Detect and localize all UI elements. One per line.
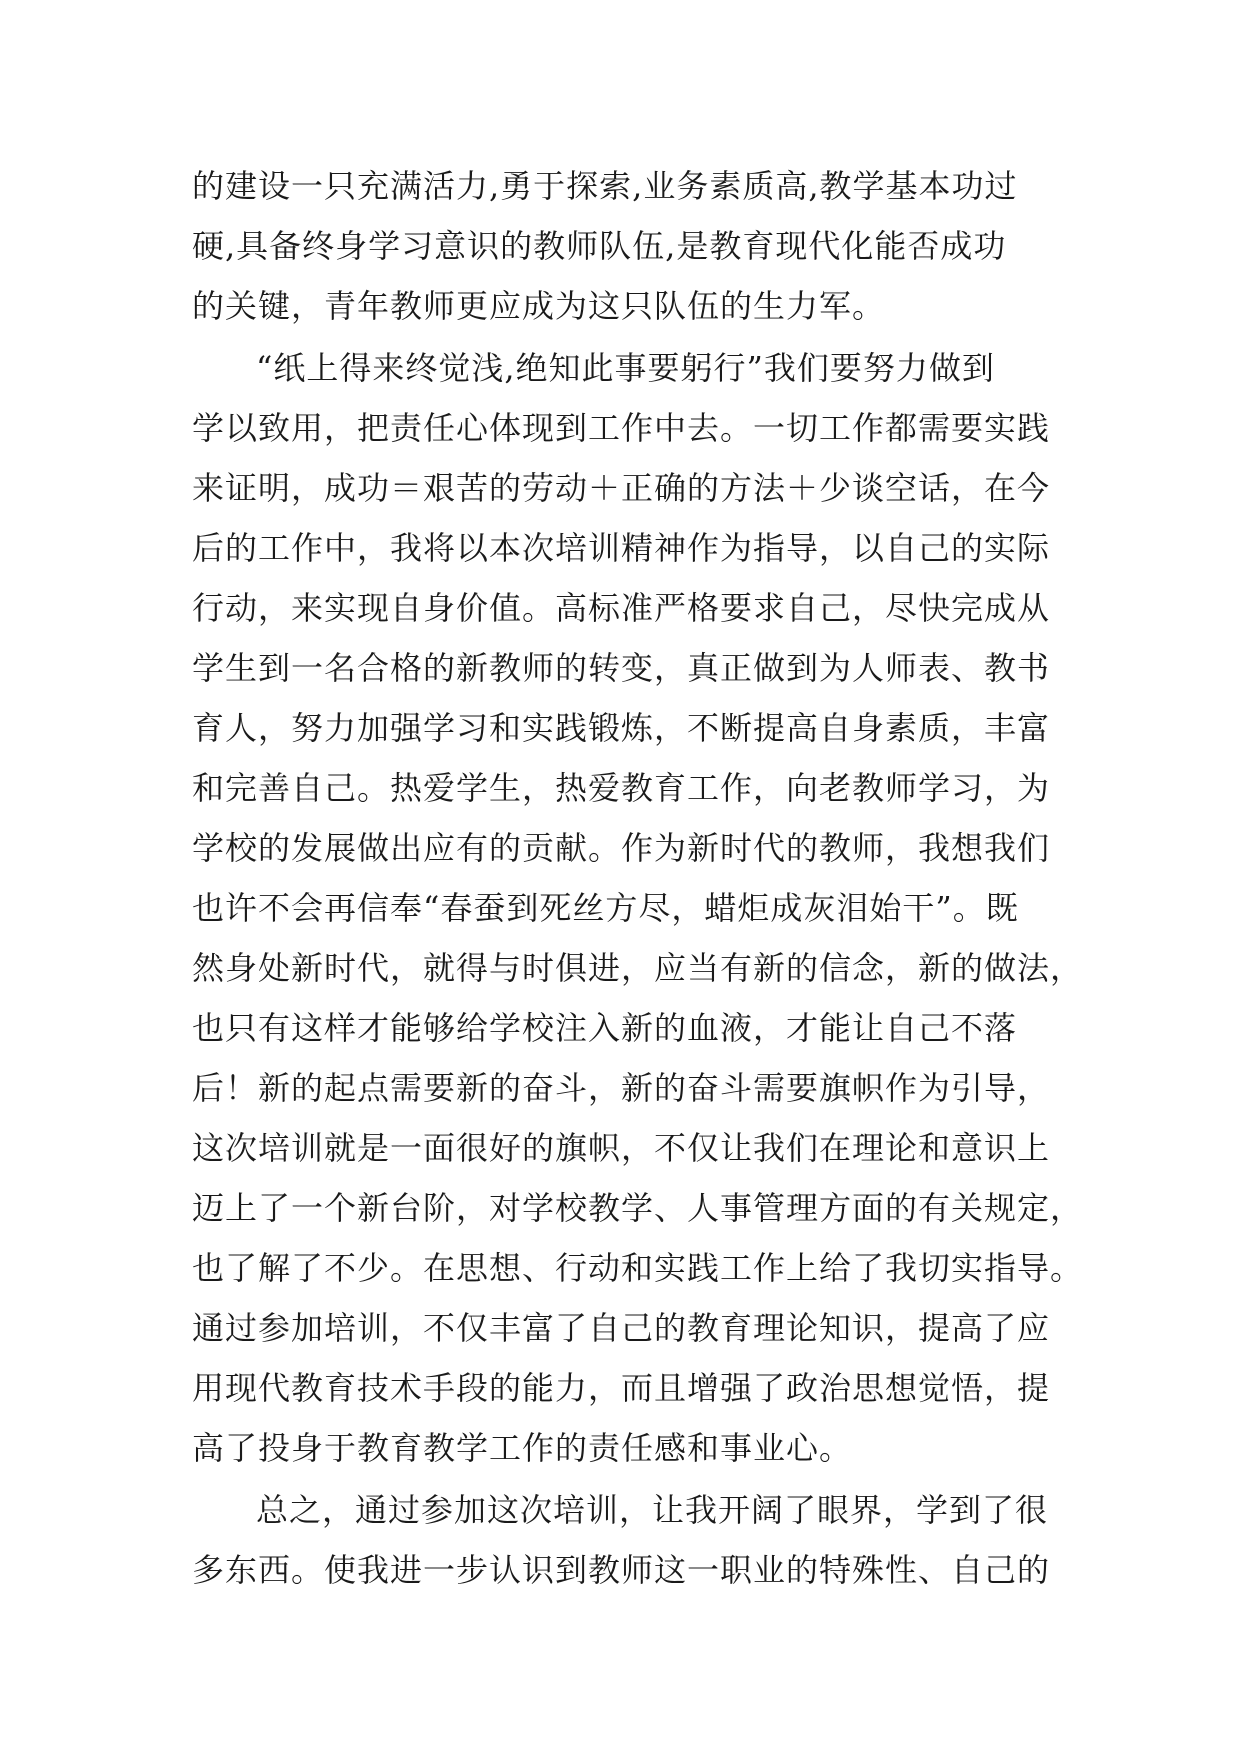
text-line: 通过参加培训，不仅丰富了自己的教育理论知识，提高了应 (192, 1309, 1051, 1347)
text-line: 这次培训就是一面很好的旗帜，不仅让我们在理论和意识上 (192, 1129, 1051, 1167)
paragraph-1 (192, 156, 1072, 336)
paragraph-2 (192, 338, 1084, 1478)
text-line: 学校的发展做出应有的贡献。作为新时代的教师，我想我们 (192, 829, 1051, 867)
text-line: 和完善自己。热爱学生，热爱教育工作，向老教师学习，为 (192, 769, 1051, 807)
text-line: 多东西。使我进一步认识到教师这一职业的特殊性、自己的 (192, 1551, 1051, 1589)
paragraph-3 (192, 1480, 1072, 1600)
text-line: 后！新的起点需要新的奋斗，新的奋斗需要旗帜作为引导， (192, 1069, 1051, 1107)
text-line: 的建设一只充满活力,勇于探索,业务素质高,教学基本功过 (192, 167, 1018, 205)
text-line: 后的工作中，我将以本次培训精神作为指导，以自己的实际 (192, 529, 1051, 567)
body-text (192, 156, 1084, 1600)
text-line: 也了解了不少。在思想、行动和实践工作上给了我切实指导。 (192, 1249, 1084, 1287)
text-line: 育人，努力加强学习和实践锻炼，不断提高自身素质，丰富 (192, 709, 1051, 747)
text-line: 用现代教育技术手段的能力，而且增强了政治思想觉悟，提 (192, 1369, 1051, 1407)
text-line: 学生到一名合格的新教师的转变，真正做到为人师表、教书 (192, 649, 1051, 687)
text-line: 行动，来实现自身价值。高标准严格要求自己，尽快完成从 (192, 589, 1051, 627)
text-line: 然身处新时代，就得与时俱进，应当有新的信念，新的做法， (192, 949, 1084, 987)
text-line: 高了投身于教育教学工作的责任感和事业心。 (192, 1429, 853, 1467)
text-line: 来证明，成功＝艰苦的劳动＋正确的方法＋少谈空话，在今 (192, 469, 1051, 507)
text-line: 学以致用，把责任心体现到工作中去。一切工作都需要实践 (192, 409, 1051, 447)
text-line: 总之，通过参加这次培训，让我开阔了眼界，学到了很 (256, 1491, 1049, 1529)
text-line: “纸上得来终觉浅,绝知此事要躬行”我们要努力做到 (256, 349, 995, 387)
text-line: 的关键，青年教师更应成为这只队伍的生力军。 (192, 287, 886, 325)
text-line: 硬,具备终身学习意识的教师队伍,是教育现代化能否成功 (192, 227, 1007, 265)
text-line: 迈上了一个新台阶，对学校教学、人事管理方面的有关规定， (192, 1189, 1084, 1227)
text-line: 也只有这样才能够给学校注入新的血液，才能让自己不落 (192, 1009, 1018, 1047)
text-line: 也许不会再信奉“春蚕到死丝方尽，蜡炬成灰泪始干”。既 (192, 889, 1019, 927)
